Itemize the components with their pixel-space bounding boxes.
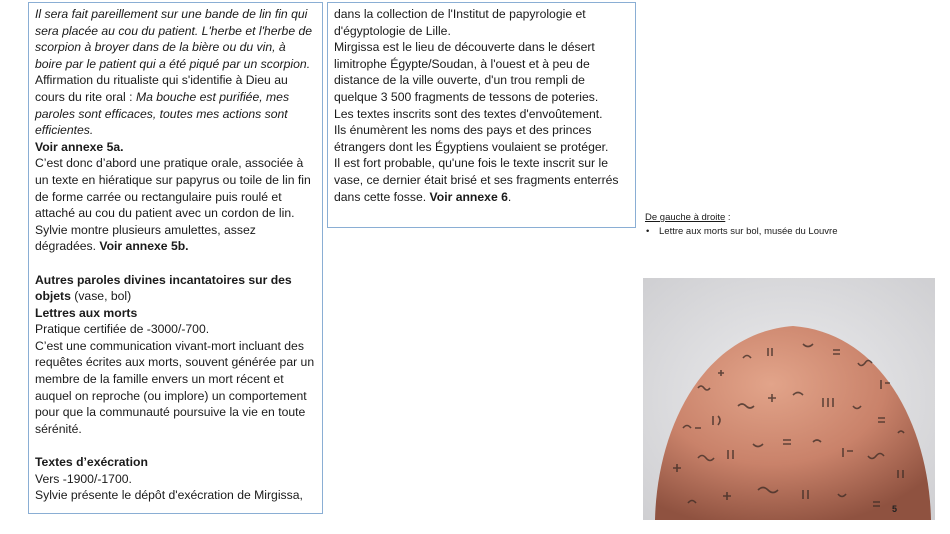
caption-list: [645, 225, 945, 239]
oral-practice-text: C’est donc d’abord une pratique orale, associée à un texte en hiératique sur papyrus ou toile de lin fin de forme carrée ou rectangulaire puis roulé et attaché au cou du patient avec un cordon de lin. Sylvie montre plusieurs amulettes, assez dégradées.: [35, 156, 311, 254]
left-paragraph-1: [35, 6, 316, 139]
paroles-heading: Autres paroles divines incantatoires sur des objets: [35, 272, 292, 304]
princes-text: Ils énumèrent les noms des pays et des princes étrangers dont les Égyptiens voulaient se protéger.: [334, 123, 609, 154]
middle-text-box: [327, 2, 636, 228]
left-paragraph-2: [35, 155, 316, 255]
annexe-5b-ref: Voir annexe 5b.: [99, 239, 189, 254]
ritualist-text: Affirmation du ritualiste qui s'identifie à Dieu au cours du rite oral :: [35, 73, 288, 104]
left-text-box: [28, 2, 323, 514]
lettres-date: Pratique certifiée de -3000/-700.: [35, 322, 210, 337]
execration-date: Vers -1900/-1700.: [35, 471, 132, 486]
bowl-illustration: [643, 278, 935, 520]
lettres-heading: Lettres aux morts: [35, 305, 138, 320]
mirgissa-text: Mirgissa est le lieu de découverte dans le désert limitrophe Égypte/Soudan, à l'ouest et à peu de distance de la ville ouverte, d'un trou rempli de quelque 3 500 fragments de tessons de poteries.: [334, 40, 599, 104]
lettres-text: C’est une communication vivant-mort incluant des requêtes écrites aux morts, souvent générée par un membre de la famille envers un mort récent et auquel on reproche (ou implore) un comportement pour que la communauté poursuive la vie en toute sérénité.: [35, 338, 315, 436]
page-number: 5: [892, 504, 898, 514]
paroles-heading-suffix: (vase, bol): [70, 289, 132, 304]
annexe-5a-ref: Voir annexe 5a.: [35, 139, 124, 154]
paroles-heading-line: [35, 272, 316, 305]
image-caption: [645, 211, 945, 239]
caption-title-line: [645, 211, 945, 225]
execration-heading: Textes d’exécration: [35, 455, 148, 470]
italic-quote-a: Il sera fait pareillement sur une bande de lin fin qui sera placée au cou du patient. L'herbe et l'herbe de scorpion à broyer dans de la bière ou du vin, à boire par le patient qui a été piqué par un scorpion.: [35, 7, 313, 71]
execration-text: Sylvie présente le dépôt d'exécration de Mirgissa,: [35, 488, 303, 503]
caption-title: De gauche à droite: [645, 212, 726, 223]
fosse-paragraph: [334, 155, 629, 205]
caption-title-suffix: :: [725, 212, 731, 223]
italic-quote-b: Ma bouche est purifiée, mes paroles sont efficaces, toutes mes actions sont efficientes.: [35, 89, 290, 138]
bowl-photo: [643, 278, 935, 520]
caption-item: • Lettre aux morts sur bol, musée du Louvre: [645, 225, 945, 239]
fosse-end: .: [507, 189, 512, 204]
collection-text: dans la collection de l'Institut de papyrologie et d'égyptologie de Lille.: [334, 7, 586, 38]
envoutement-text: Les textes inscrits sont des textes d'envoûtement.: [334, 106, 603, 121]
fosse-text: Il est fort probable, qu'une fois le texte inscrit sur le vase, ce dernier était brisé et ses fragments enterrés dans cette fosse.: [334, 156, 619, 204]
annexe-6-ref: Voir annexe 6: [429, 189, 508, 204]
